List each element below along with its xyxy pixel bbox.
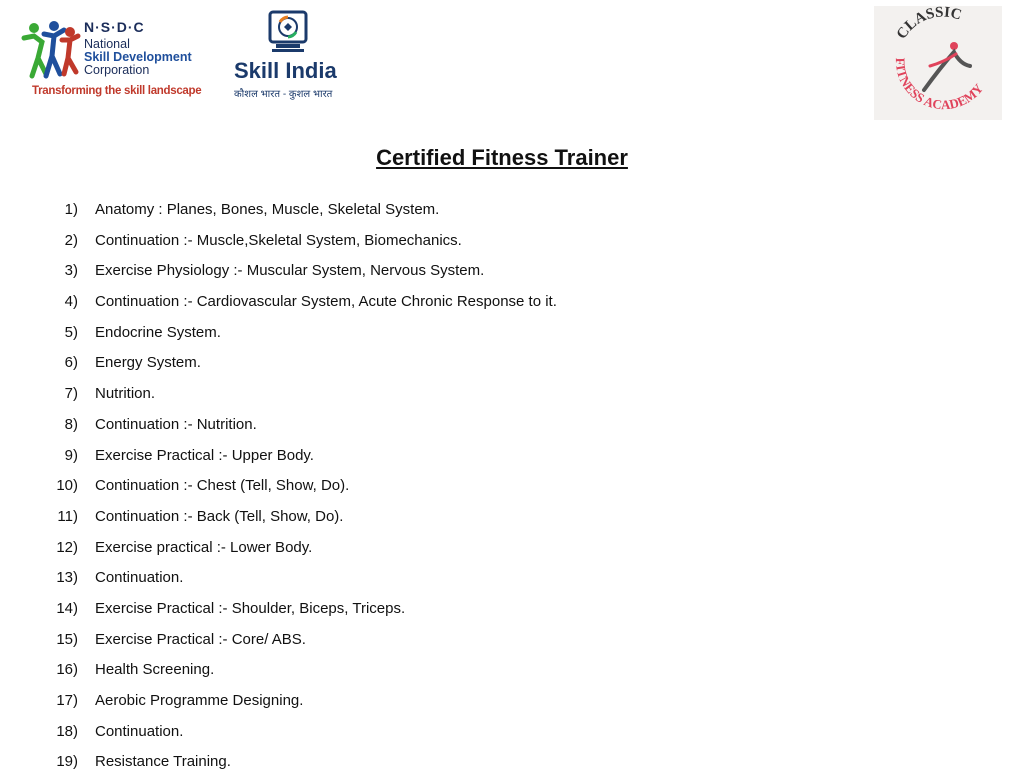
- list-item-number: 12): [56, 538, 78, 556]
- list-item: [0, 322, 557, 353]
- list-item: [0, 230, 557, 261]
- classic-fitness-academy-logo: [874, 6, 1002, 120]
- nsdc-tagline: Transforming the skill landscape: [32, 85, 202, 97]
- list-item-text: Continuation.: [95, 569, 184, 587]
- academy-bottom-text: FITNESS ACADEMY: [892, 57, 986, 113]
- list-item: [0, 751, 557, 782]
- syllabus-list: [0, 199, 557, 782]
- list-item-text: Continuation :- Back (Tell, Show, Do).: [95, 507, 344, 525]
- list-item: [0, 352, 557, 383]
- list-item-number: 14): [56, 599, 78, 617]
- list-item-text: Endocrine System.: [95, 323, 221, 341]
- nsdc-acronym: N·S·D·C: [84, 19, 145, 35]
- list-item-text: Continuation :- Cardiovascular System, Acute Chronic Response to it.: [95, 293, 557, 311]
- page-title: Certified Fitness Trainer: [376, 144, 628, 170]
- nsdc-figures-icon: [20, 18, 82, 80]
- skill-india-hindi-tagline: कौशल भारत - कुशल भारत: [234, 89, 333, 100]
- list-item-number: 5): [64, 323, 78, 341]
- list-item-number: 17): [56, 692, 78, 709]
- list-item: [0, 291, 557, 322]
- classic-fitness-academy-seal-icon: [874, 6, 1002, 120]
- nsdc-name-line-2: Skill Development: [84, 50, 192, 64]
- list-item-text: Continuation :- Muscle,Skeletal System, Biomechanics.: [95, 231, 462, 249]
- list-item-number: 6): [64, 354, 78, 372]
- list-item: [0, 199, 557, 230]
- list-item-text: Resistance Training.: [95, 753, 231, 771]
- list-item-text: Health Screening.: [95, 661, 215, 679]
- list-item-number: 4): [64, 293, 78, 311]
- skill-india-logo: [228, 10, 352, 102]
- nsdc-name-line-1: National: [84, 37, 130, 51]
- list-item-number: 1): [64, 201, 78, 218]
- list-item-text: Exercise Practical :- Shoulder, Biceps, Triceps.: [95, 599, 406, 617]
- list-item: [0, 629, 557, 660]
- list-item-text: Exercise practical :- Lower Body.: [95, 538, 313, 556]
- list-item: [0, 414, 557, 445]
- list-item: [0, 445, 557, 476]
- nsdc-full-name: [84, 38, 192, 77]
- skill-india-brand: Skill India: [234, 58, 337, 83]
- nsdc-logo: [20, 16, 200, 106]
- list-item-text: Continuation.: [95, 722, 184, 740]
- list-item-text: Exercise Practical :- Upper Body.: [95, 446, 314, 464]
- list-item-number: 9): [64, 446, 78, 464]
- list-item: [0, 260, 557, 291]
- list-item-number: 7): [64, 385, 78, 403]
- list-item-number: 3): [64, 262, 78, 280]
- list-item: [0, 506, 557, 537]
- list-item-text: Anatomy : Planes, Bones, Muscle, Skeletal System.: [95, 201, 440, 218]
- skill-india-emblem-icon: [266, 10, 310, 54]
- list-item: [0, 567, 557, 598]
- list-item: [0, 690, 557, 721]
- list-item-number: 15): [56, 630, 78, 648]
- list-item: [0, 659, 557, 690]
- list-item: [0, 475, 557, 506]
- list-item: [0, 721, 557, 752]
- list-item-number: 19): [56, 753, 78, 771]
- list-item-number: 2): [64, 231, 78, 249]
- list-item-text: Continuation :- Nutrition.: [95, 415, 257, 433]
- list-item: [0, 383, 557, 414]
- list-item: [0, 598, 557, 629]
- list-item-text: Exercise Practical :- Core/ ABS.: [95, 630, 306, 648]
- list-item: [0, 537, 557, 568]
- list-item-text: Aerobic Programme Designing.: [95, 692, 304, 709]
- list-item-number: 8): [64, 415, 78, 433]
- list-item-text: Continuation :- Chest (Tell, Show, Do).: [95, 477, 350, 495]
- nsdc-name-line-3: Corporation: [84, 63, 150, 77]
- list-item-number: 16): [56, 661, 78, 679]
- list-item-text: Nutrition.: [95, 385, 156, 403]
- academy-top-text: CLASSIC: [893, 6, 964, 43]
- list-item-number: 10): [56, 477, 78, 495]
- list-item-text: Energy System.: [95, 354, 201, 372]
- list-item-number: 18): [56, 722, 78, 740]
- list-item-number: 13): [56, 569, 78, 587]
- list-item-number: 11): [57, 507, 78, 525]
- list-item-text: Exercise Physiology :- Muscular System, Nervous System.: [95, 262, 485, 280]
